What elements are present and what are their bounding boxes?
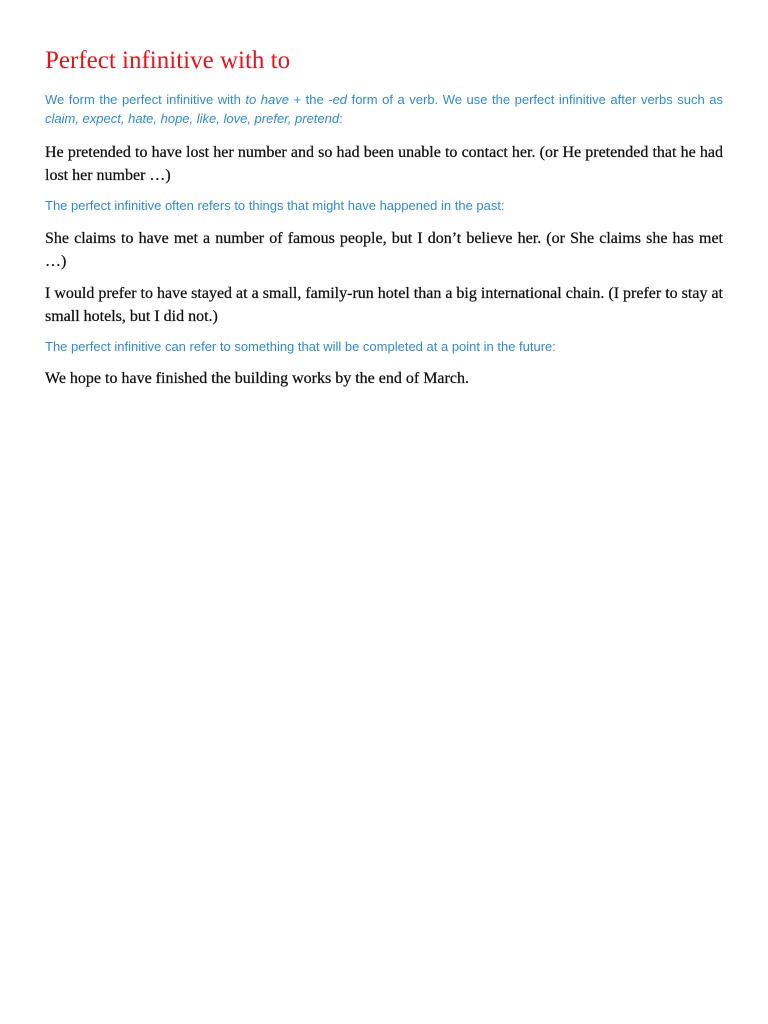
intro-text-2: to have <box>245 92 289 107</box>
example-sentence-4: We hope to have finished the building works by the end of March. <box>45 370 469 387</box>
page-title: Perfect infinitive with to <box>45 47 291 74</box>
intro-verb-list: claim, expect, hate, hope, like, love, prefer, pretend <box>45 111 340 126</box>
intro-text-5: form of a verb. We use the perfect infinitive after verbs such as <box>347 92 723 107</box>
note-past: The perfect infinitive often refers to things that might have happened in the past: <box>45 198 505 213</box>
intro-text-3: + the - <box>288 92 333 107</box>
note-future: The perfect infinitive can refer to something that will be completed at a point in the future: <box>45 339 556 354</box>
intro-note <box>45 90 723 128</box>
intro-text-7: : <box>339 111 343 126</box>
example-sentence-3: I would prefer to have stayed at a small, family-run hotel than a big international chain. (I prefer to stay at small hotels, but I did not.) <box>45 285 723 325</box>
example-sentence-2: She claims to have met a number of famous people, but I don’t believe her. (or She claims she has met …) <box>45 230 723 270</box>
example-sentence-1: He pretended to have lost her number and so had been unable to contact her. (or He pretended that he had lost her number …) <box>45 144 723 184</box>
document-page <box>45 44 723 390</box>
intro-text-1: We form the perfect infinitive with <box>45 92 246 107</box>
intro-text-4: ed <box>332 92 348 107</box>
